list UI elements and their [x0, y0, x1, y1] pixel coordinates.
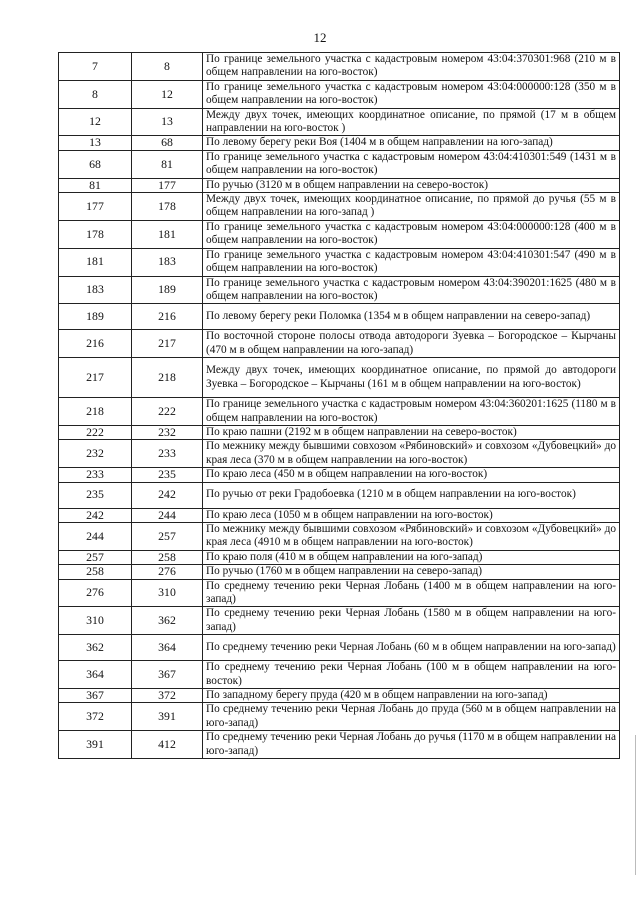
description-cell: По среднему течению реки Черная Лобань (1580 м в общем направлении на юго-запад) [203, 607, 620, 635]
from-point-cell: 217 [59, 358, 132, 398]
to-point-cell: 391 [132, 703, 203, 731]
description-cell: По границе земельного участка с кадастровым номером 43:04:000000:128 (350 м в общем направлении на юго-восток) [203, 80, 620, 108]
table-row [59, 522, 620, 550]
to-point-cell: 310 [132, 579, 203, 607]
table-row [59, 661, 620, 689]
boundary-description-table [58, 52, 620, 759]
from-point-cell: 181 [59, 248, 132, 276]
page-number: 12 [313, 30, 327, 45]
to-point-cell: 232 [132, 425, 203, 439]
table-row [59, 136, 620, 150]
to-point-cell: 13 [132, 108, 203, 136]
to-point-cell: 235 [132, 468, 203, 482]
from-point-cell: 13 [59, 136, 132, 150]
to-point-cell: 244 [132, 508, 203, 522]
from-point-cell: 81 [59, 178, 132, 192]
from-point-cell: 276 [59, 579, 132, 607]
description-cell: По границе земельного участка с кадастровым номером 43:04:370301:968 (210 м в общем направлении на юго-восток) [203, 53, 620, 81]
to-point-cell: 367 [132, 661, 203, 689]
table-row [59, 150, 620, 178]
table-row [59, 220, 620, 248]
to-point-cell: 177 [132, 178, 203, 192]
table-row [59, 579, 620, 607]
description-cell: По границе земельного участка с кадастровым номером 43:04:410301:549 (1431 м в общем направлении на юго-восток) [203, 150, 620, 178]
description-cell: Между двух точек, имеющих координатное описание, по прямой до автодороги Зуевка – Богородское – Кырчаны (161 м в общем направлении на юго-восток) [203, 358, 620, 398]
description-cell: По ручью от реки Градобоевка (1210 м в общем направлении на юго-восток) [203, 482, 620, 508]
description-cell: Между двух точек, имеющих координатное описание, по прямой (17 м в общем направлении на юго-восток ) [203, 108, 620, 136]
table-row [59, 565, 620, 579]
to-point-cell: 178 [132, 193, 203, 221]
from-point-cell: 7 [59, 53, 132, 81]
to-point-cell: 242 [132, 482, 203, 508]
from-point-cell: 232 [59, 440, 132, 468]
from-point-cell: 218 [59, 398, 132, 426]
from-point-cell: 12 [59, 108, 132, 136]
to-point-cell: 216 [132, 304, 203, 330]
table-row [59, 248, 620, 276]
from-point-cell: 177 [59, 193, 132, 221]
to-point-cell: 233 [132, 440, 203, 468]
from-point-cell: 372 [59, 703, 132, 731]
to-point-cell: 276 [132, 565, 203, 579]
from-point-cell: 364 [59, 661, 132, 689]
from-point-cell: 367 [59, 689, 132, 703]
table-row [59, 508, 620, 522]
table-row [59, 440, 620, 468]
from-point-cell: 233 [59, 468, 132, 482]
from-point-cell: 68 [59, 150, 132, 178]
table-row [59, 550, 620, 564]
from-point-cell: 178 [59, 220, 132, 248]
description-cell: По левому берегу реки Поломка (1354 м в общем направлении на северо-запад) [203, 304, 620, 330]
from-point-cell: 8 [59, 80, 132, 108]
table-row [59, 468, 620, 482]
table-row [59, 482, 620, 508]
from-point-cell: 216 [59, 330, 132, 358]
description-cell: По межнику между бывшими совхозом «Рябиновский» и совхозом «Дубовецкий» до края леса (370 м в общем направлении на юго-восток) [203, 440, 620, 468]
description-cell: По границе земельного участка с кадастровым номером 43:04:390201:1625 (480 м в общем направлении на юго-восток) [203, 276, 620, 304]
table-row [59, 358, 620, 398]
description-cell: По левому берегу реки Воя (1404 м в общем направлении на юго-запад) [203, 136, 620, 150]
to-point-cell: 189 [132, 276, 203, 304]
description-cell: По межнику между бывшими совхозом «Рябиновский» и совхозом «Дубовецкий» до края леса (4910 м в общем направлении на юго-восток) [203, 522, 620, 550]
to-point-cell: 364 [132, 635, 203, 661]
to-point-cell: 81 [132, 150, 203, 178]
to-point-cell: 183 [132, 248, 203, 276]
table-row [59, 731, 620, 759]
to-point-cell: 372 [132, 689, 203, 703]
table-row [59, 108, 620, 136]
from-point-cell: 310 [59, 607, 132, 635]
from-point-cell: 222 [59, 425, 132, 439]
description-cell: По ручью (3120 м в общем направлении на северо-восток) [203, 178, 620, 192]
table-row [59, 304, 620, 330]
description-cell: По среднему течению реки Черная Лобань (1400 м в общем направлении на юго-запад) [203, 579, 620, 607]
description-cell: По среднему течению реки Черная Лобань до пруда (560 м в общем направлении на юго-запад) [203, 703, 620, 731]
description-cell: По среднему течению реки Черная Лобань (100 м в общем направлении на юго-восток) [203, 661, 620, 689]
to-point-cell: 181 [132, 220, 203, 248]
description-cell: По западному берегу пруда (420 м в общем направлении на юго-запад) [203, 689, 620, 703]
table-row [59, 703, 620, 731]
from-point-cell: 257 [59, 550, 132, 564]
from-point-cell: 235 [59, 482, 132, 508]
to-point-cell: 258 [132, 550, 203, 564]
to-point-cell: 68 [132, 136, 203, 150]
from-point-cell: 258 [59, 565, 132, 579]
to-point-cell: 8 [132, 53, 203, 81]
from-point-cell: 244 [59, 522, 132, 550]
description-cell: По краю леса (1050 м в общем направлении на юго-восток) [203, 508, 620, 522]
table-row [59, 635, 620, 661]
from-point-cell: 189 [59, 304, 132, 330]
description-cell: По границе земельного участка с кадастровым номером 43:04:410301:547 (490 м в общем направлении на юго-восток) [203, 248, 620, 276]
to-point-cell: 257 [132, 522, 203, 550]
description-cell: По краю леса (450 м в общем направлении на юго-восток) [203, 468, 620, 482]
table-row [59, 80, 620, 108]
table-row [59, 178, 620, 192]
from-point-cell: 183 [59, 276, 132, 304]
to-point-cell: 362 [132, 607, 203, 635]
scan-margin-mark [635, 735, 636, 875]
description-cell: По границе земельного участка с кадастровым номером 43:04:000000:128 (400 м в общем направлении на юго-восток) [203, 220, 620, 248]
to-point-cell: 222 [132, 398, 203, 426]
table-row [59, 398, 620, 426]
to-point-cell: 217 [132, 330, 203, 358]
from-point-cell: 242 [59, 508, 132, 522]
to-point-cell: 412 [132, 731, 203, 759]
description-cell: По среднему течению реки Черная Лобань (60 м в общем направлении на юго-запад) [203, 635, 620, 661]
table-row [59, 607, 620, 635]
table-body [59, 53, 620, 759]
to-point-cell: 218 [132, 358, 203, 398]
description-cell: По границе земельного участка с кадастровым номером 43:04:360201:1625 (1180 м в общем направлении на юго-восток) [203, 398, 620, 426]
description-cell: По краю пашни (2192 м в общем направлении на северо-восток) [203, 425, 620, 439]
table-row [59, 425, 620, 439]
from-point-cell: 362 [59, 635, 132, 661]
table-row [59, 193, 620, 221]
description-cell: По краю поля (410 м в общем направлении на юго-запад) [203, 550, 620, 564]
table-row [59, 276, 620, 304]
description-cell: Между двух точек, имеющих координатное описание, по прямой до ручья (55 м в общем направлении на юго-запад ) [203, 193, 620, 221]
description-cell: По ручью (1760 м в общем направлении на северо-запад) [203, 565, 620, 579]
description-cell: По восточной стороне полосы отвода автодороги Зуевка – Богородское – Кырчаны (470 м в общем направлении на юго-запад) [203, 330, 620, 358]
table-row [59, 53, 620, 81]
description-cell: По среднему течению реки Черная Лобань до ручья (1170 м в общем направлении на юго-запад) [203, 731, 620, 759]
to-point-cell: 12 [132, 80, 203, 108]
table-row [59, 330, 620, 358]
table-row [59, 689, 620, 703]
from-point-cell: 391 [59, 731, 132, 759]
